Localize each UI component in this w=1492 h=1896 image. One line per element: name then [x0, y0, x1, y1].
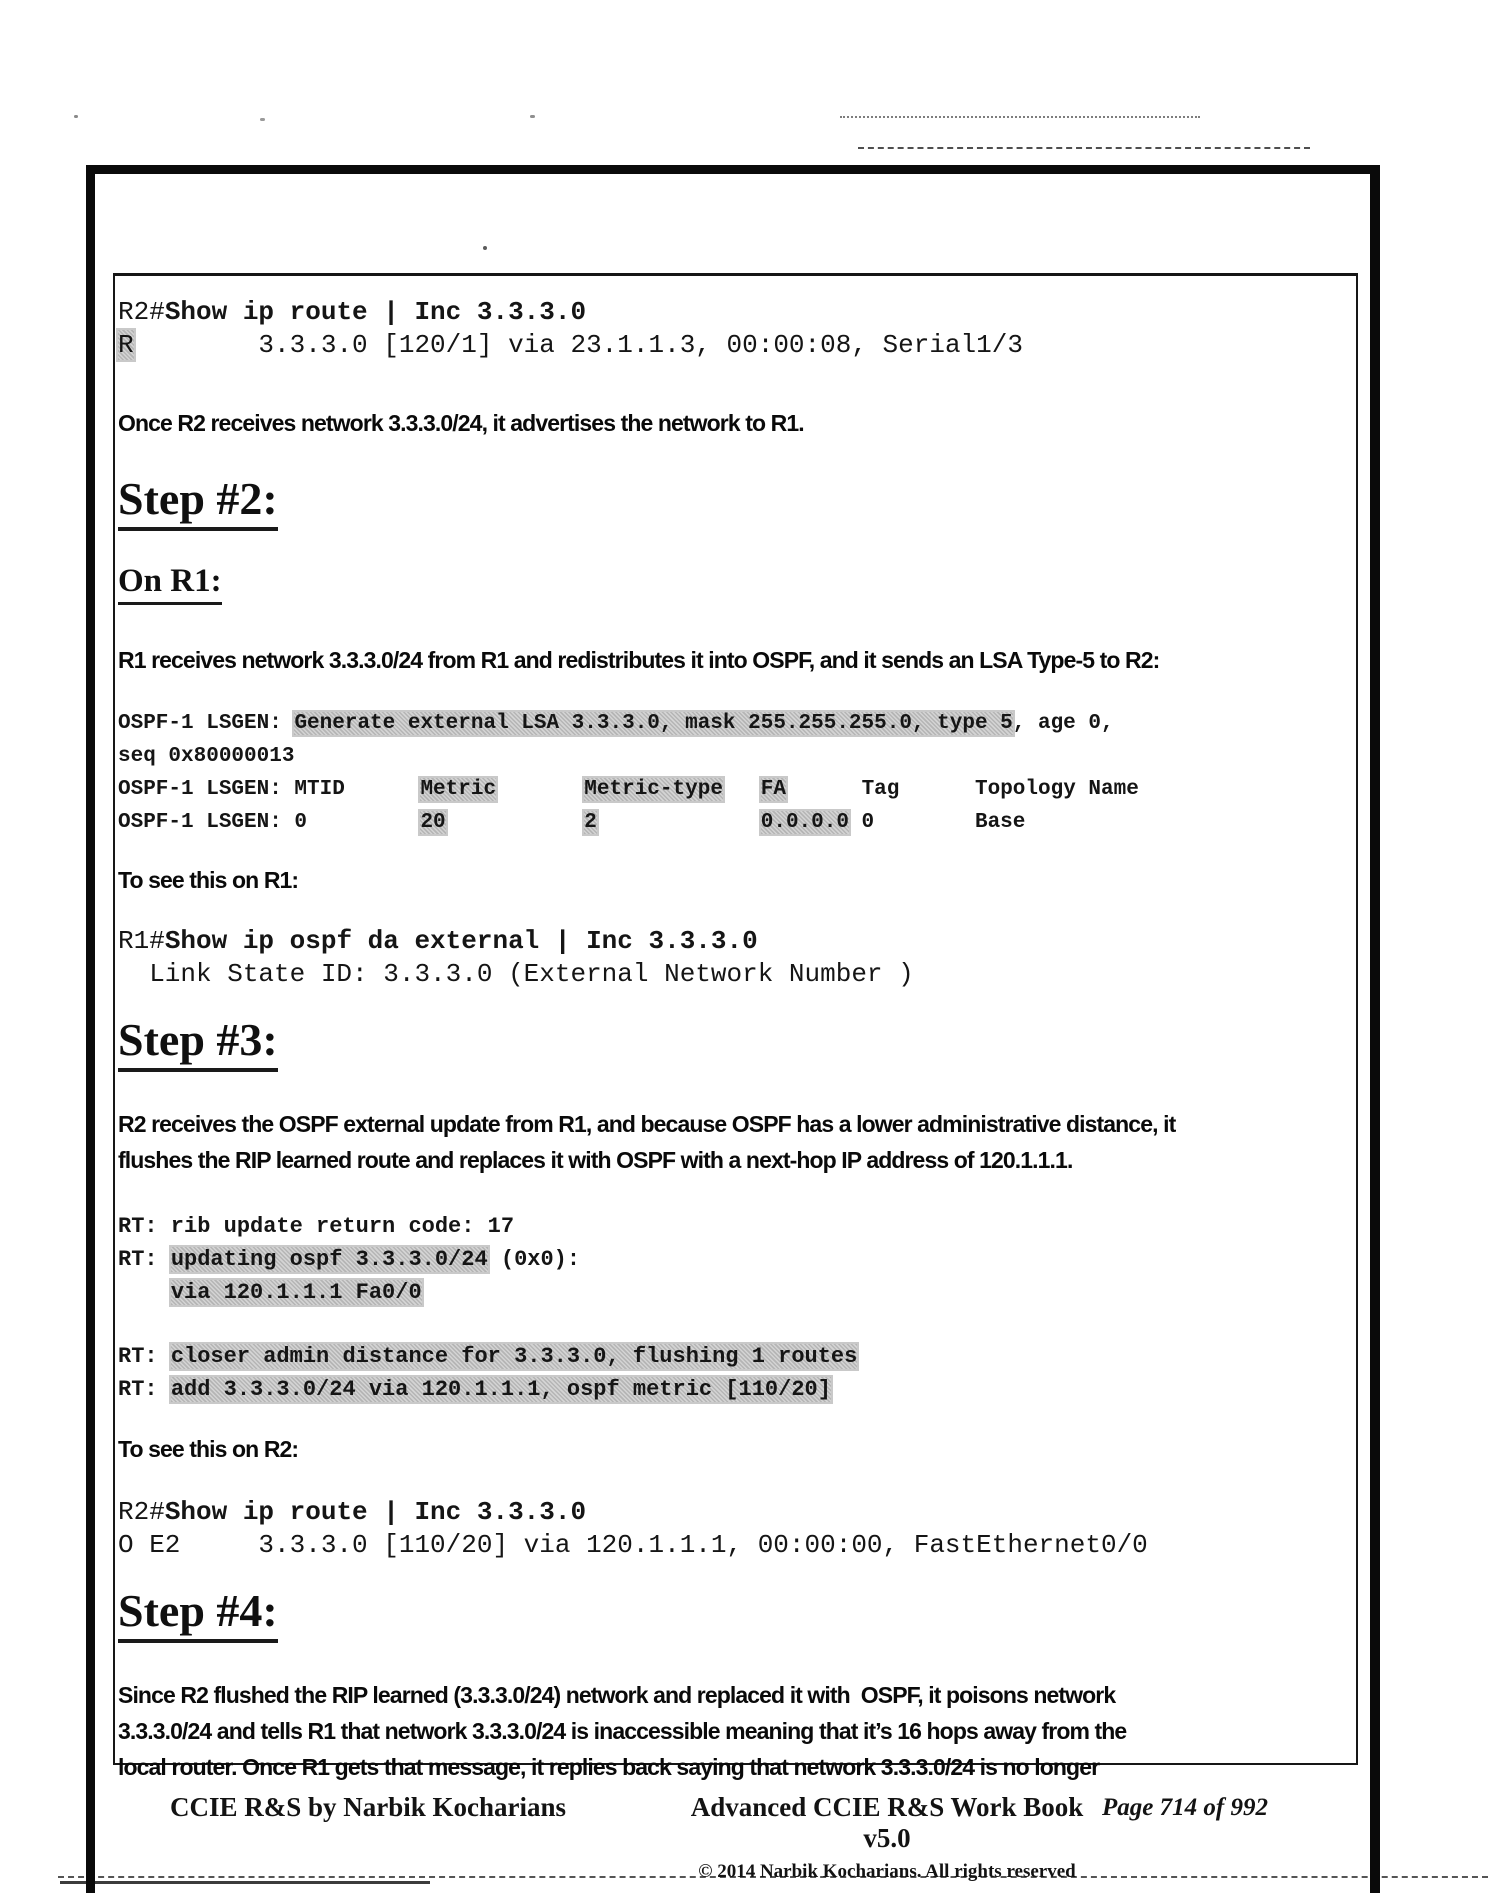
console-output-rt-closer-admin-distance [118, 1340, 1348, 1406]
console-text: OSPF-1 LSGEN: [118, 712, 295, 735]
console-line [118, 1373, 1348, 1406]
paragraph-since-r2-flushed [118, 1677, 1348, 1785]
paragraph-line: flushes the RIP learned route and replaces it with OSPF with a next-hop IP address of 120.1.1.1. [118, 1147, 1073, 1173]
console-text [118, 1280, 171, 1305]
console-line [118, 925, 1348, 958]
content-box [113, 273, 1358, 1780]
heading-step-2 [118, 472, 1348, 531]
heading-step-2-text: Step #2: [118, 472, 278, 531]
console-highlighted-text: Generate external LSA 3.3.3.0, mask 255.255.255.0, type 5 [294, 712, 1013, 735]
console-output-ospf-lsgen-debug [118, 707, 1348, 839]
console-text: (0x0): [487, 1247, 581, 1272]
console-text: Tag Topology Name [785, 778, 1139, 801]
console-output-r1-show-ospf-database [118, 925, 1348, 991]
paragraph-to-see-this-on-r2 [118, 1434, 1348, 1464]
page-footer [86, 1788, 1380, 1882]
console-line [118, 806, 1348, 839]
console-highlighted-text: updating ospf 3.3.3.0/24 [170, 1247, 488, 1272]
console-highlighted-text: Metric [420, 778, 497, 801]
console-highlighted-text: 20 [420, 811, 446, 834]
console-text: R2# [118, 297, 165, 327]
console-line [118, 707, 1348, 740]
footer-book-title-block [672, 1792, 1102, 1883]
console-line [118, 1529, 1348, 1562]
console-line [118, 958, 1348, 991]
console-line [118, 1243, 1348, 1276]
console-text: Show ip ospf da external | Inc 3.3.3.0 [164, 926, 758, 956]
console-highlighted-text: R [118, 330, 134, 360]
console-text: , age 0, [1012, 712, 1114, 735]
footer-page-number: Page 714 of 992 [1102, 1794, 1268, 1821]
console-line [118, 740, 1348, 773]
scan-speck [260, 118, 265, 121]
console-text: OSPF-1 LSGEN: MTID [118, 778, 421, 801]
heading-on-r1 [118, 561, 1348, 605]
heading-step-3 [118, 1013, 1348, 1072]
console-text: O E2 3.3.3.0 [110/20] via 120.1.1.1, 00:00:00, FastEthernet0/0 [118, 1530, 1148, 1560]
console-highlighted-text: Metric-type [584, 778, 723, 801]
paragraph-line: Since R2 flushed the RIP learned (3.3.3.0/24) network and replaced it with OSPF, it poisons network [118, 1682, 1116, 1708]
console-line [118, 296, 1348, 329]
console-text: Link State ID: 3.3.3.0 (External Network Number ) [118, 959, 914, 989]
paragraph-r1-receives [118, 645, 1348, 675]
console-output-r2-show-ip-route-ospf [118, 1496, 1348, 1562]
console-text: seq 0x80000013 [118, 745, 295, 768]
console-text: RT: [118, 1377, 171, 1402]
paragraph-once-r2-receives [118, 408, 1348, 438]
paragraph-to-see-this-on-r1 [118, 865, 1348, 895]
console-text: R2# [118, 1497, 165, 1527]
scan-scratch-line [858, 147, 1310, 149]
console-text: OSPF-1 LSGEN: 0 [118, 811, 421, 834]
heading-step-4-text: Step #4: [118, 1584, 278, 1643]
footer-book-title: Advanced CCIE R&S Work Book v5.0 [690, 1792, 1084, 1853]
console-line [118, 329, 1348, 362]
scan-speck [74, 115, 78, 118]
footer-copyright: © 2014 Narbik Kocharians. All rights reserved [698, 1861, 1076, 1882]
console-highlighted-text: add 3.3.3.0/24 via 120.1.1.1, ospf metric [110/20] [170, 1377, 831, 1402]
paragraph-line: R1 receives network 3.3.3.0/24 from R1 and redistributes it into OSPF, and it sends an LSA Type-5 to R2: [118, 647, 1160, 673]
paragraph-line: To see this on R2: [118, 1436, 299, 1462]
paragraph-line: Once R2 receives network 3.3.3.0/24, it advertises the network to R1. [118, 410, 804, 436]
console-text: RT: [118, 1344, 171, 1369]
console-highlighted-text: 2 [584, 811, 597, 834]
console-output-rt-rib-update [118, 1210, 1348, 1309]
console-line [118, 1276, 1348, 1309]
paragraph-line: local router. Once R1 gets that message, it replies back saying that network 3.3.3.0/24 is no longer [118, 1754, 1100, 1780]
console-text: RT: [118, 1247, 171, 1272]
console-text: 3.3.3.0 [120/1] via 23.1.1.3, 00:00:08, Serial1/3 [133, 330, 1023, 360]
console-line [118, 1210, 1348, 1243]
paragraph-line: To see this on R1: [118, 867, 299, 893]
console-line [118, 1496, 1348, 1529]
console-highlighted-text: 0.0.0.0 [760, 811, 849, 834]
heading-on-r1-text: On R1: [118, 561, 222, 605]
footer-author: CCIE R&S by Narbik Kocharians [170, 1792, 567, 1822]
scan-speck [530, 115, 535, 118]
paragraph-line: 3.3.3.0/24 and tells R1 that network 3.3.3.0/24 is inaccessible meaning that it’s 16 hops away from the [118, 1718, 1127, 1744]
console-highlighted-text: via 120.1.1.1 Fa0/0 [170, 1280, 422, 1305]
console-output-r2-show-ip-route-rip [118, 296, 1348, 362]
console-highlighted-text: closer admin distance for 3.3.3.0, flushing 1 routes [170, 1344, 858, 1369]
console-text [723, 778, 761, 801]
console-line [118, 1340, 1348, 1373]
console-text: RT: rib update return code: 17 [118, 1214, 515, 1239]
console-text: Show ip route | Inc 3.3.3.0 [164, 297, 587, 327]
console-text [597, 811, 761, 834]
heading-step-4 [118, 1584, 1348, 1643]
heading-step-3-text: Step #3: [118, 1013, 278, 1072]
paragraph-line: R2 receives the OSPF external update from R1, and because OSPF has a lower administrative distance, it [118, 1111, 1176, 1137]
console-text: 0 Base [848, 811, 1026, 834]
console-text [496, 778, 584, 801]
console-text: R1# [118, 926, 165, 956]
scan-scratch-line [840, 116, 1200, 118]
console-text: Show ip route | Inc 3.3.3.0 [164, 1497, 587, 1527]
paragraph-r2-receives-external [118, 1106, 1348, 1178]
console-highlighted-text: FA [760, 778, 786, 801]
console-line [118, 773, 1348, 806]
console-text [446, 811, 585, 834]
